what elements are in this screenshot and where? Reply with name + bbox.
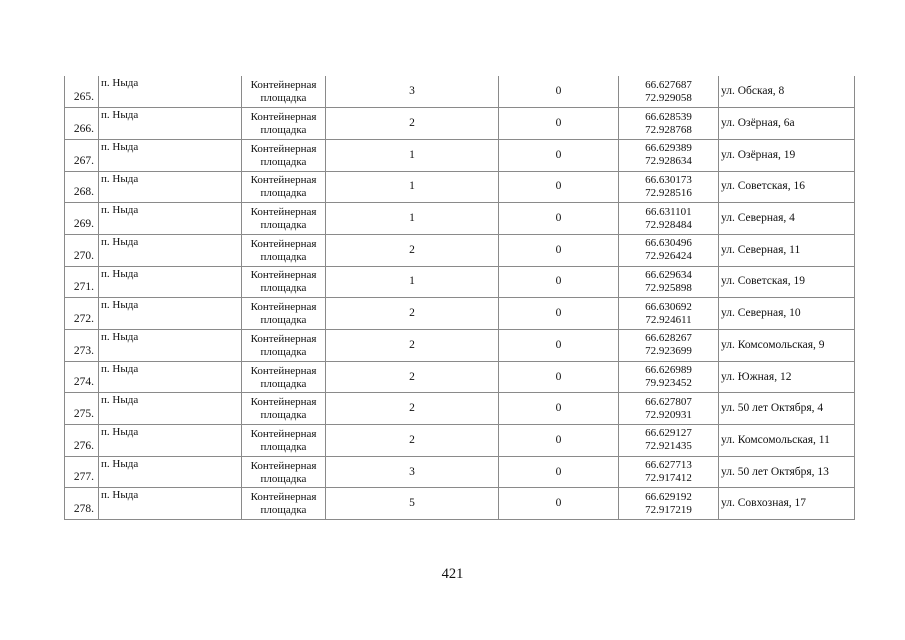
coordinates [619, 488, 719, 520]
site-type-line-2: площадка [260, 92, 307, 105]
site-type-line-2: площадка [260, 377, 307, 390]
row-number: 268. [65, 171, 99, 203]
site-type-line-1: Контейнерная [250, 237, 317, 250]
site-type-line-1: Контейнерная [250, 174, 317, 187]
site-type-line-1: Контейнерная [250, 396, 317, 409]
site-type-line-1: Контейнерная [250, 269, 317, 282]
table-row [65, 234, 855, 266]
address: ул. Северная, 4 [719, 203, 855, 235]
site-type-line-2: площадка [260, 472, 307, 485]
latitude: 66.626989 [645, 364, 692, 377]
latitude: 66.630173 [645, 173, 692, 186]
site-type-line-2: площадка [260, 155, 307, 168]
site-type-line-2: площадка [260, 345, 307, 358]
row-number: 278. [65, 488, 99, 520]
longitude: 72.928768 [645, 123, 692, 136]
address: ул. Советская, 16 [719, 171, 855, 203]
coordinates [619, 203, 719, 235]
site-type-line-1: Контейнерная [250, 142, 317, 155]
coordinates [619, 171, 719, 203]
latitude: 66.630692 [645, 300, 692, 313]
longitude: 72.917219 [645, 503, 692, 516]
container-sites-table [64, 76, 855, 520]
longitude: 72.929058 [645, 91, 692, 104]
site-type [242, 203, 326, 235]
row-number: 270. [65, 234, 99, 266]
zero-value: 0 [499, 203, 619, 235]
coordinates [619, 234, 719, 266]
container-count: 3 [326, 456, 499, 488]
longitude: 72.928634 [645, 155, 692, 168]
container-count: 3 [326, 76, 499, 108]
row-number: 274. [65, 361, 99, 393]
site-type-line-2: площадка [260, 440, 307, 453]
site-type-line-1: Контейнерная [250, 206, 317, 219]
settlement-name: п. Ныда [99, 203, 242, 235]
table-body [65, 76, 855, 520]
longitude: 72.926424 [645, 250, 692, 263]
address: ул. Северная, 11 [719, 234, 855, 266]
coordinates [619, 456, 719, 488]
coordinates [619, 76, 719, 108]
address: ул. Северная, 10 [719, 298, 855, 330]
site-type-line-2: площадка [260, 250, 307, 263]
longitude: 72.923699 [645, 345, 692, 358]
row-number: 273. [65, 330, 99, 362]
container-count: 2 [326, 108, 499, 140]
zero-value: 0 [499, 456, 619, 488]
latitude: 66.630496 [645, 237, 692, 250]
settlement-name: п. Ныда [99, 298, 242, 330]
settlement-name: п. Ныда [99, 330, 242, 362]
address: ул. Озёрная, 6а [719, 108, 855, 140]
container-count: 5 [326, 488, 499, 520]
row-number: 276. [65, 425, 99, 457]
latitude: 66.631101 [645, 205, 692, 218]
address: ул. 50 лет Октября, 4 [719, 393, 855, 425]
row-number: 269. [65, 203, 99, 235]
site-type [242, 76, 326, 108]
row-number: 277. [65, 456, 99, 488]
table-row [65, 139, 855, 171]
site-type-line-2: площадка [260, 187, 307, 200]
settlement-name: п. Ныда [99, 108, 242, 140]
site-type-line-1: Контейнерная [250, 111, 317, 124]
latitude: 66.627713 [645, 459, 692, 472]
latitude: 66.627687 [645, 78, 692, 91]
address: ул. 50 лет Октября, 13 [719, 456, 855, 488]
row-number: 267. [65, 139, 99, 171]
row-number: 275. [65, 393, 99, 425]
coordinates [619, 330, 719, 362]
container-count: 2 [326, 298, 499, 330]
site-type-line-1: Контейнерная [250, 491, 317, 504]
settlement-name: п. Ныда [99, 361, 242, 393]
address: ул. Южная, 12 [719, 361, 855, 393]
zero-value: 0 [499, 393, 619, 425]
address: ул. Совхозная, 17 [719, 488, 855, 520]
zero-value: 0 [499, 171, 619, 203]
settlement-name: п. Ныда [99, 393, 242, 425]
table-row [65, 456, 855, 488]
site-type-line-1: Контейнерная [250, 427, 317, 440]
zero-value: 0 [499, 425, 619, 457]
latitude: 66.628267 [645, 332, 692, 345]
table-row [65, 393, 855, 425]
table-row [65, 76, 855, 108]
settlement-name: п. Ныда [99, 456, 242, 488]
table-row [65, 203, 855, 235]
site-type-line-2: площадка [260, 409, 307, 422]
longitude: 72.920931 [645, 408, 692, 421]
site-type-line-1: Контейнерная [250, 332, 317, 345]
longitude: 72.924611 [645, 313, 692, 326]
site-type [242, 330, 326, 362]
table-row [65, 298, 855, 330]
container-count: 2 [326, 361, 499, 393]
site-type-line-1: Контейнерная [250, 301, 317, 314]
settlement-name: п. Ныда [99, 76, 242, 108]
latitude: 66.629389 [645, 142, 692, 155]
settlement-name: п. Ныда [99, 425, 242, 457]
site-type-line-2: площадка [260, 219, 307, 232]
settlement-name: п. Ныда [99, 234, 242, 266]
row-number: 265. [65, 76, 99, 108]
container-count: 1 [326, 171, 499, 203]
zero-value: 0 [499, 266, 619, 298]
site-type-line-1: Контейнерная [250, 364, 317, 377]
address: ул. Комсомольская, 11 [719, 425, 855, 457]
zero-value: 0 [499, 76, 619, 108]
latitude: 66.629634 [645, 268, 692, 281]
container-count: 2 [326, 425, 499, 457]
site-type [242, 234, 326, 266]
row-number: 266. [65, 108, 99, 140]
site-type-line-2: площадка [260, 124, 307, 137]
longitude: 79.923452 [645, 377, 692, 390]
address: ул. Комсомольская, 9 [719, 330, 855, 362]
address: ул. Советская, 19 [719, 266, 855, 298]
table-row [65, 171, 855, 203]
coordinates [619, 139, 719, 171]
zero-value: 0 [499, 234, 619, 266]
latitude: 66.628539 [645, 110, 692, 123]
address: ул. Озёрная, 19 [719, 139, 855, 171]
zero-value: 0 [499, 488, 619, 520]
container-count: 2 [326, 234, 499, 266]
table-row [65, 330, 855, 362]
coordinates [619, 108, 719, 140]
coordinates [619, 266, 719, 298]
longitude: 72.928516 [645, 186, 692, 199]
table-row [65, 361, 855, 393]
zero-value: 0 [499, 298, 619, 330]
container-count: 1 [326, 139, 499, 171]
longitude: 72.921435 [645, 440, 692, 453]
address: ул. Обская, 8 [719, 76, 855, 108]
site-type [242, 139, 326, 171]
container-count: 2 [326, 393, 499, 425]
row-number: 272. [65, 298, 99, 330]
zero-value: 0 [499, 108, 619, 140]
zero-value: 0 [499, 330, 619, 362]
site-type [242, 361, 326, 393]
coordinates [619, 425, 719, 457]
site-type [242, 171, 326, 203]
settlement-name: п. Ныда [99, 171, 242, 203]
settlement-name: п. Ныда [99, 266, 242, 298]
site-type [242, 456, 326, 488]
site-type [242, 488, 326, 520]
settlement-name: п. Ныда [99, 139, 242, 171]
container-count: 1 [326, 266, 499, 298]
container-count: 2 [326, 330, 499, 362]
table-row [65, 425, 855, 457]
site-type [242, 108, 326, 140]
zero-value: 0 [499, 361, 619, 393]
table-row [65, 108, 855, 140]
site-type [242, 393, 326, 425]
table-row [65, 488, 855, 520]
settlement-name: п. Ныда [99, 488, 242, 520]
site-type-line-1: Контейнерная [250, 459, 317, 472]
site-type [242, 298, 326, 330]
row-number: 271. [65, 266, 99, 298]
coordinates [619, 393, 719, 425]
container-count: 1 [326, 203, 499, 235]
longitude: 72.928484 [645, 218, 692, 231]
table-row [65, 266, 855, 298]
longitude: 72.925898 [645, 281, 692, 294]
site-type-line-2: площадка [260, 314, 307, 327]
latitude: 66.629127 [645, 427, 692, 440]
longitude: 72.917412 [645, 472, 692, 485]
latitude: 66.627807 [645, 395, 692, 408]
site-type [242, 266, 326, 298]
zero-value: 0 [499, 139, 619, 171]
coordinates [619, 298, 719, 330]
page-number: 421 [441, 566, 464, 582]
site-type-line-2: площадка [260, 504, 307, 517]
site-type-line-1: Контейнерная [250, 79, 317, 92]
site-type [242, 425, 326, 457]
coordinates [619, 361, 719, 393]
latitude: 66.629192 [645, 490, 692, 503]
site-type-line-2: площадка [260, 282, 307, 295]
